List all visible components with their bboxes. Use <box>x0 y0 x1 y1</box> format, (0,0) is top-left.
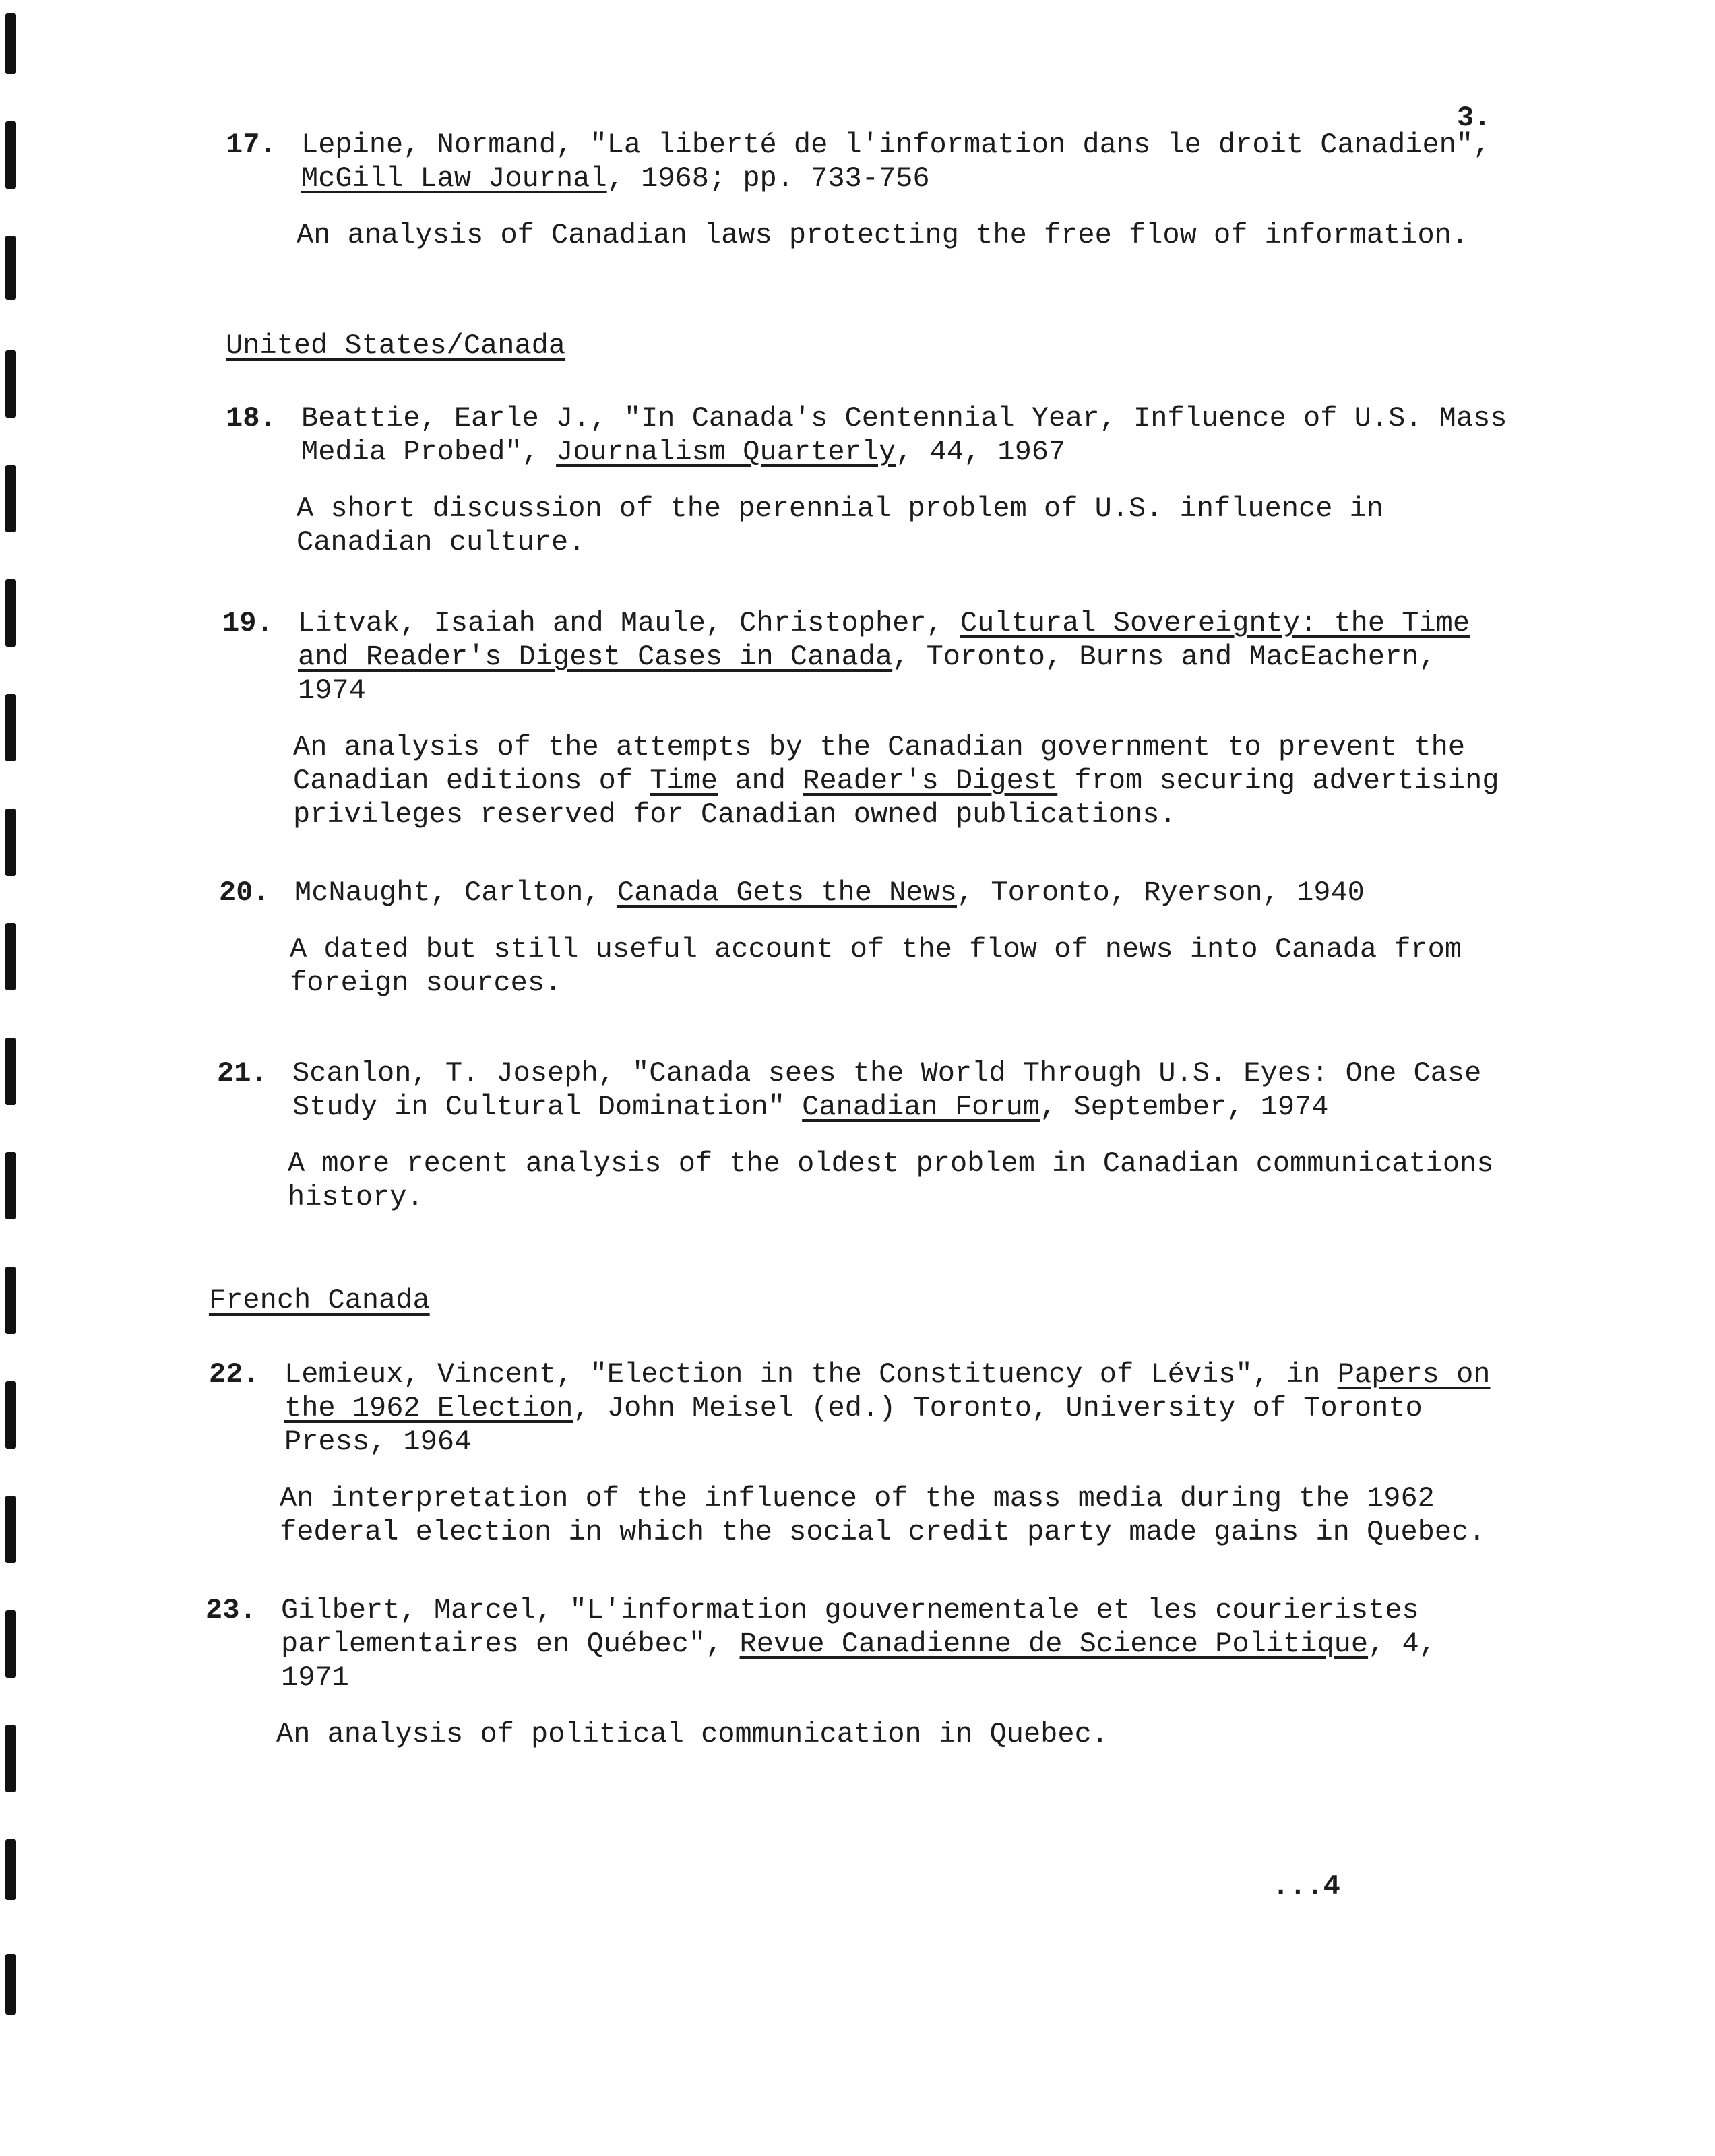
binding-mark <box>5 808 16 876</box>
entry-number: 21. <box>217 1057 268 1089</box>
citation <box>294 876 1514 910</box>
binding-mark <box>5 1954 16 2015</box>
binding-mark <box>5 1839 16 1900</box>
binding-mark <box>5 236 16 300</box>
bibliography-entry <box>209 1358 1491 1549</box>
citation-title: Canadian Forum <box>802 1091 1040 1123</box>
bibliography-entry <box>206 1593 1472 1751</box>
citation-details: , John Meisel (ed.) Toronto, University of Toronto Press, 1964 <box>284 1392 1423 1458</box>
bibliography-entry <box>226 402 1507 559</box>
binding-mark <box>5 1610 16 1678</box>
binding-mark <box>5 350 16 418</box>
annotation: A more recent analysis of the oldest problem in Canadian communications history. <box>288 1147 1494 1213</box>
citation-details: , Toronto, Ryerson, 1940 <box>956 877 1365 909</box>
binding-mark <box>5 121 16 189</box>
citation-details: , 4, 1971 <box>281 1628 1436 1694</box>
bibliography-entry <box>222 606 1499 831</box>
entry-number: 22. <box>209 1358 260 1391</box>
annotation-text: and <box>718 765 803 797</box>
citation <box>292 1056 1512 1124</box>
citation-title: Journalism Quarterly <box>556 436 896 468</box>
citation-title: Papers on the 1962 Election <box>284 1358 1491 1424</box>
citation-details: , 44, 1967 <box>896 436 1066 468</box>
bibliography-entry <box>217 1056 1494 1214</box>
binding-mark <box>5 1381 16 1449</box>
binding-edge <box>0 0 27 2156</box>
citation-text: Gilbert, Marcel, "L'information gouvernementale et les courieristes parlementaires en Québec", <box>281 1594 1419 1660</box>
annotation: An interpretation of the influence of the mass media during the 1962 federal election in which the social credit party made gains in Quebec. <box>280 1482 1486 1548</box>
binding-mark <box>5 1038 16 1105</box>
entry-number: 17. <box>226 129 277 161</box>
entry-number: 19. <box>222 607 274 639</box>
entry-number: 20. <box>219 877 270 909</box>
binding-mark <box>5 1496 16 1563</box>
citation-details: , September, 1974 <box>1039 1091 1329 1123</box>
page-number: 3. <box>1457 102 1491 134</box>
binding-mark <box>5 579 16 647</box>
binding-mark <box>5 465 16 532</box>
binding-mark <box>5 1725 16 1792</box>
entry-number: 18. <box>226 402 277 435</box>
citation-title: Canada Gets the News <box>617 877 957 909</box>
binding-mark <box>5 1267 16 1334</box>
binding-mark <box>5 13 16 74</box>
annotation <box>293 730 1526 831</box>
citation-text: Scanlon, T. Joseph, "Canada sees the World Through U.S. Eyes: One Case Study in Cultural Domination" <box>292 1057 1482 1123</box>
annotation-title: Reader's Digest <box>803 765 1058 797</box>
section-heading: United States/Canada <box>226 329 566 362</box>
citation-text: Lepine, Normand, "La liberté de l'information dans le droit Canadien", <box>301 129 1491 161</box>
citation <box>298 606 1518 707</box>
citation <box>284 1358 1504 1459</box>
binding-mark <box>5 923 16 990</box>
citation <box>281 1593 1501 1694</box>
citation-details: , 1968; pp. 733-756 <box>606 162 930 195</box>
section-heading: French Canada <box>209 1284 430 1317</box>
annotation: A short discussion of the perennial problem of U.S. influence in Canadian culture. <box>297 493 1384 559</box>
annotation: An analysis of political communication in Quebec. <box>276 1718 1109 1750</box>
binding-mark <box>5 694 16 761</box>
citation <box>301 402 1521 469</box>
citation-text: McNaught, Carlton, <box>294 877 617 909</box>
continuation-marker: ...4 <box>1272 1870 1340 1903</box>
bibliography-entry <box>226 128 1493 252</box>
citation <box>301 128 1521 195</box>
citation-title: Cultural Sovereignty: the Time and Reader's Digest Cases in Canada <box>298 607 1470 673</box>
annotation-title: Time <box>650 765 718 797</box>
citation-details: , Toronto, Burns and MacEachern, 1974 <box>298 641 1436 707</box>
citation-text: Litvak, Isaiah and Maule, Christopher, <box>298 607 960 639</box>
bibliography-entry <box>219 876 1486 1000</box>
citation-title: Revue Canadienne de Science Politique <box>739 1628 1369 1660</box>
annotation-text: An analysis of the attempts by the Canadian government to prevent the Canadian editions of <box>293 731 1466 797</box>
binding-mark <box>5 1152 16 1219</box>
entry-number: 23. <box>206 1594 257 1626</box>
annotation: An analysis of Canadian laws protecting the free flow of information. <box>297 219 1469 251</box>
citation-text: Lemieux, Vincent, "Election in the Constituency of Lévis", in <box>284 1358 1338 1391</box>
annotation-text: from securing advertising privileges reserved for Canadian owned publications. <box>293 765 1499 831</box>
citation-text: Beattie, Earle J., "In Canada's Centennial Year, Influence of U.S. Mass Media Probed", <box>301 402 1507 468</box>
annotation: A dated but still useful account of the flow of news into Canada from foreign sources. <box>290 933 1462 999</box>
citation-title: McGill Law Journal <box>301 162 607 195</box>
